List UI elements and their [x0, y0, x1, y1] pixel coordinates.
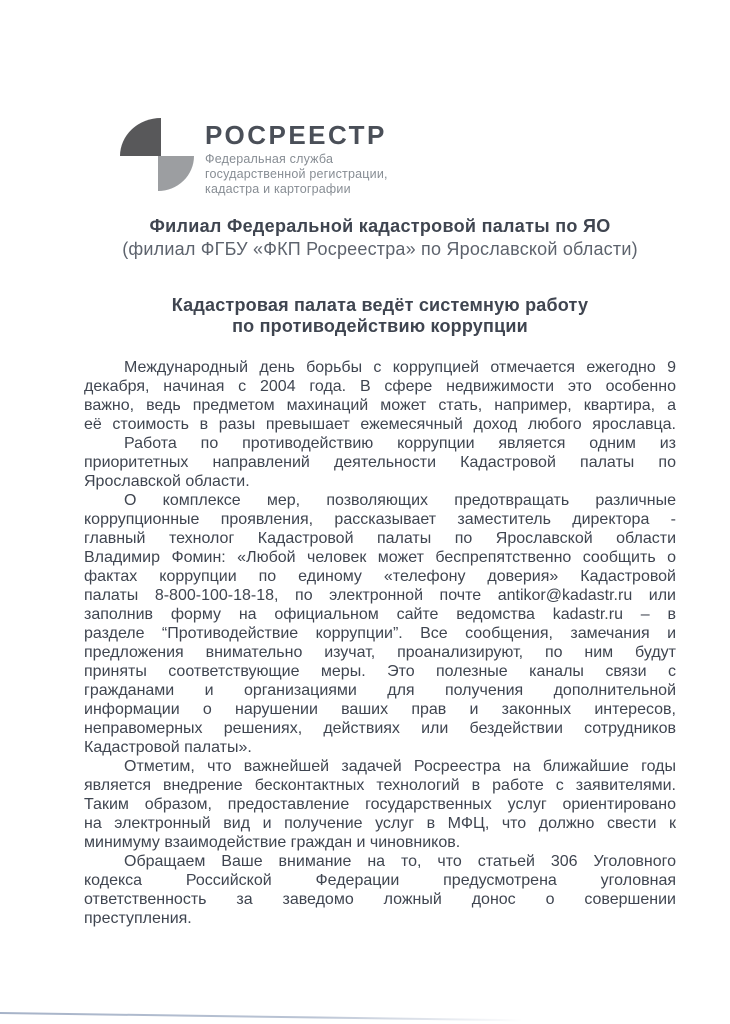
logo-title: РОСРЕЕСТР: [205, 120, 387, 150]
logo-subtitle: [205, 152, 388, 197]
text-line: приняты соответствующие меры. Это полезные каналы связи с: [84, 663, 676, 680]
text-line: её стоимость в разы превышает ежемесячный доход любого ярославца.: [84, 416, 676, 433]
logo-subtitle-line: государственной регистрации,: [205, 167, 388, 181]
text-line: ответственность за заведомо ложный донос о совершении: [84, 891, 676, 908]
text-line: Ярославской области.: [84, 473, 250, 490]
paragraph: [84, 757, 676, 852]
text-line: заполнив форму на официальном сайте ведомства kadastr.ru – в: [84, 606, 676, 623]
paragraph: [84, 491, 676, 757]
text-line: Владимир Фомин: «Любой человек может беспрепятственно сообщить о: [84, 549, 676, 566]
paragraph: [84, 358, 676, 434]
text-line: является внедрение бесконтактных технологий в работе с заявителями.: [84, 777, 676, 794]
text-line: кодекса Российской Федерации предусмотрена уголовная: [84, 872, 676, 889]
text-line: главный технолог Кадастровой палаты по Ярославской области: [84, 530, 676, 547]
text-line: предложения внимательно изучат, проанализируют, по ним будут: [84, 644, 676, 661]
text-line: преступления.: [84, 910, 192, 927]
branch-subtitle: (филиал ФГБУ «ФКП Росреестра» по Ярославской области): [122, 239, 638, 259]
text-line: информации о нарушении ваших прав и законных интересов,: [84, 701, 676, 718]
rosreestr-logo: [120, 117, 388, 197]
logo-quarter-light: [158, 156, 194, 191]
text-line: фактах коррупции по единому «телефону доверия» Кадастровой: [84, 568, 676, 585]
logo-quarter-dark: [120, 118, 161, 156]
article-title: [84, 295, 676, 337]
branch-title: Филиал Федеральной кадастровой палаты по ЯО: [149, 216, 611, 236]
logo-subtitle-line: Федеральная служба: [205, 152, 334, 166]
text-line: О комплексе мер, позволяющих предотвращать различные: [124, 492, 676, 509]
text-line: коррупционные проявления, рассказывает заместитель директора -: [84, 511, 676, 528]
scan-edge-artifact: [0, 1012, 523, 1021]
text-line: Работа по противодействию коррупции является одним из: [124, 435, 676, 452]
text-line: минимуму взаимодействие граждан и чиновников.: [84, 834, 461, 851]
paragraph: [84, 852, 676, 928]
text-line: Отметим, что важнейшей задачей Росреестра на ближайшие годы: [124, 758, 676, 775]
organization-header: [84, 215, 676, 261]
text-line: Кадастровой палаты».: [84, 739, 252, 756]
rosreestr-logo-icon: [120, 117, 196, 193]
text-line: неправомерных решениях, действиях или бездействии сотрудников: [84, 720, 676, 737]
text-line: Международный день борьбы с коррупцией отмечается ежегодно 9: [124, 359, 676, 376]
paragraph: [84, 434, 676, 491]
article-body: [84, 358, 676, 928]
text-line: на электронный вид и получение услуг в МФЦ, что должно свести к: [84, 815, 676, 832]
text-line: разделе “Противодействие коррупции”. Все сообщения, замечания и: [84, 625, 676, 642]
article-title-line: по противодействию коррупции: [232, 316, 528, 336]
text-line: гражданами и организациями для получения дополнительной: [84, 682, 676, 699]
text-line: приоритетных направлений деятельности Кадастровой палаты по: [84, 454, 676, 471]
text-line: Обращаем Ваше внимание на то, что статьей 306 Уголовного: [124, 853, 676, 870]
text-line: декабря, начиная с 2004 года. В сфере недвижимости это особенно: [84, 378, 676, 395]
text-line: важно, ведь предметом махинаций может стать, например, квартира, а: [84, 397, 676, 414]
article-title-line: Кадастровая палата ведёт системную работу: [171, 295, 589, 315]
logo-text-block: [205, 117, 388, 197]
text-line: Таким образом, предоставление государственных услуг ориентировано: [84, 796, 676, 813]
text-line: палаты 8-800-100-18-18, по электронной почте antikor@kadastr.ru или: [84, 587, 676, 604]
logo-subtitle-line: кадастра и картографии: [205, 182, 351, 196]
